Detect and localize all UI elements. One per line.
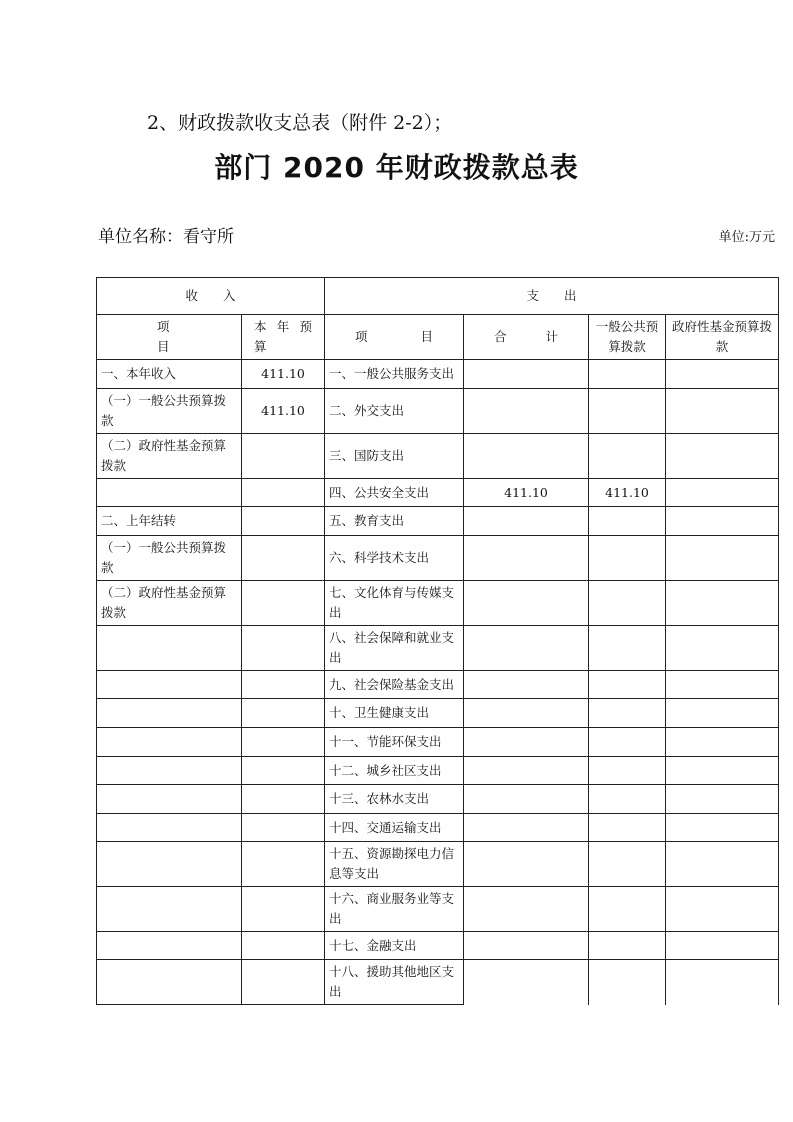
expense-item-cell: 十七、金融支出 [325,932,464,960]
fund-budget-cell [666,434,779,479]
unit-name-label: 单位名称：看守所 [98,227,234,247]
table-body [97,360,779,1005]
total-cell: 411.10 [464,479,589,507]
expense-item-header: 项 目 [325,315,464,360]
expense-item-cell: 十二、城乡社区支出 [325,757,464,785]
fund-budget-cell [666,507,779,536]
general-budget-cell [589,434,666,479]
fund-budget-cell [666,536,779,581]
income-item-cell: 二、上年结转 [97,507,242,536]
expense-item-cell: 十三、农林水支出 [325,785,464,814]
total-cell [464,507,589,536]
income-item-cell: 一、本年收入 [97,360,242,389]
expense-item-cell: 十六、商业服务业等支出 [325,887,464,932]
total-cell [464,671,589,699]
income-amount-cell [242,479,325,507]
fund-budget-header: 政府性基金预算拨款 [666,315,779,360]
expense-item-cell: 一、一般公共服务支出 [325,360,464,389]
table-row [97,536,779,581]
fund-budget-cell [666,887,779,932]
expense-item-cell: 二、外交支出 [325,389,464,434]
table-row [97,757,779,785]
expense-item-cell: 九、社会保险基金支出 [325,671,464,699]
general-budget-cell [589,360,666,389]
total-cell [464,699,589,728]
total-cell [464,757,589,785]
expense-item-cell: 八、社会保障和就业支出 [325,626,464,671]
fund-budget-cell [666,932,779,960]
expense-item-cell: 十八、援助其他地区支出 [325,960,464,1005]
total-cell [464,785,589,814]
table-row [97,960,779,1005]
budget-table [96,277,779,1005]
table-row [97,479,779,507]
income-item-cell [97,757,242,785]
total-cell [464,728,589,757]
income-amount-cell [242,699,325,728]
expense-item-cell: 三、国防支出 [325,434,464,479]
expense-group-header: 支 出 [325,278,779,315]
income-item-cell [97,814,242,842]
expense-item-cell: 十、卫生健康支出 [325,699,464,728]
section-heading: 2、财政拨款收支总表（附件 2-2）； [147,112,453,134]
table-row [97,842,779,887]
table-row [97,699,779,728]
income-amount-cell [242,960,325,1005]
income-amount-cell [242,536,325,581]
table-row [97,932,779,960]
general-budget-cell [589,757,666,785]
table-row [97,360,779,389]
income-item-cell [97,887,242,932]
income-item-cell [97,671,242,699]
income-amount-cell [242,728,325,757]
total-cell [464,887,589,932]
income-item-cell [97,479,242,507]
income-amount-cell [242,814,325,842]
table-row [97,389,779,434]
table-row [97,434,779,479]
income-item-cell: （一）一般公共预算拨款 [97,389,242,434]
general-budget-cell [589,814,666,842]
general-budget-cell [589,960,666,1005]
income-amount-cell [242,932,325,960]
income-item-header: 项 目 [97,315,242,360]
income-amount-cell [242,626,325,671]
general-budget-cell [589,671,666,699]
general-budget-cell [589,507,666,536]
total-cell [464,389,589,434]
income-amount-cell: 411.10 [242,360,325,389]
expense-item-cell: 十一、节能环保支出 [325,728,464,757]
income-group-header: 收 入 [97,278,325,315]
general-budget-cell [589,932,666,960]
fund-budget-cell [666,360,779,389]
total-cell [464,536,589,581]
expense-item-cell: 六、科学技术支出 [325,536,464,581]
total-cell [464,842,589,887]
fund-budget-cell [666,785,779,814]
general-budget-cell: 411.10 [589,479,666,507]
income-item-cell [97,932,242,960]
income-amount-cell [242,507,325,536]
income-amount-cell [242,434,325,479]
fund-budget-cell [666,389,779,434]
total-cell [464,814,589,842]
income-amount-cell [242,581,325,626]
fund-budget-cell [666,814,779,842]
fund-budget-cell [666,757,779,785]
fund-budget-cell [666,842,779,887]
total-cell [464,626,589,671]
income-amount-cell [242,887,325,932]
income-item-cell: （二）政府性基金预算拨款 [97,581,242,626]
general-budget-cell [589,785,666,814]
general-budget-cell [589,699,666,728]
budget-header: 本 年 预 算 [242,315,325,360]
fund-budget-cell [666,581,779,626]
table-row [97,581,779,626]
general-budget-cell [589,842,666,887]
currency-unit-label: 单位:万元 [718,230,775,245]
income-item-cell [97,785,242,814]
expense-item-cell: 五、教育支出 [325,507,464,536]
total-cell [464,434,589,479]
income-item-cell [97,842,242,887]
income-item-cell: （二）政府性基金预算拨款 [97,434,242,479]
page-title: 部门 2020 年财政拨款总表 [214,151,579,184]
general-budget-cell [589,581,666,626]
total-cell [464,960,589,1005]
income-amount-cell: 411.10 [242,389,325,434]
total-cell [464,581,589,626]
general-budget-cell [589,536,666,581]
general-budget-header: 一般公共预算拨款 [589,315,666,360]
income-amount-cell [242,842,325,887]
fund-budget-cell [666,479,779,507]
fund-budget-cell [666,671,779,699]
fund-budget-cell [666,728,779,757]
income-item-cell [97,626,242,671]
general-budget-cell [589,728,666,757]
table-row [97,507,779,536]
income-amount-cell [242,671,325,699]
income-item-cell: （一）一般公共预算拨款 [97,536,242,581]
table-row [97,728,779,757]
general-budget-cell [589,626,666,671]
expense-item-cell: 十四、交通运输支出 [325,814,464,842]
income-item-cell [97,960,242,1005]
fund-budget-cell [666,960,779,1005]
income-item-cell [97,728,242,757]
fund-budget-cell [666,626,779,671]
table-row [97,671,779,699]
table-row [97,626,779,671]
general-budget-cell [589,389,666,434]
table-row [97,887,779,932]
income-item-cell [97,699,242,728]
fund-budget-cell [666,699,779,728]
total-cell [464,360,589,389]
expense-item-cell: 七、文化体育与传媒支出 [325,581,464,626]
total-header: 合 计 [464,315,589,360]
general-budget-cell [589,887,666,932]
table-row [97,785,779,814]
income-amount-cell [242,785,325,814]
total-cell [464,932,589,960]
income-amount-cell [242,757,325,785]
expense-item-cell: 十五、资源勘探电力信息等支出 [325,842,464,887]
table-row [97,814,779,842]
expense-item-cell: 四、公共安全支出 [325,479,464,507]
